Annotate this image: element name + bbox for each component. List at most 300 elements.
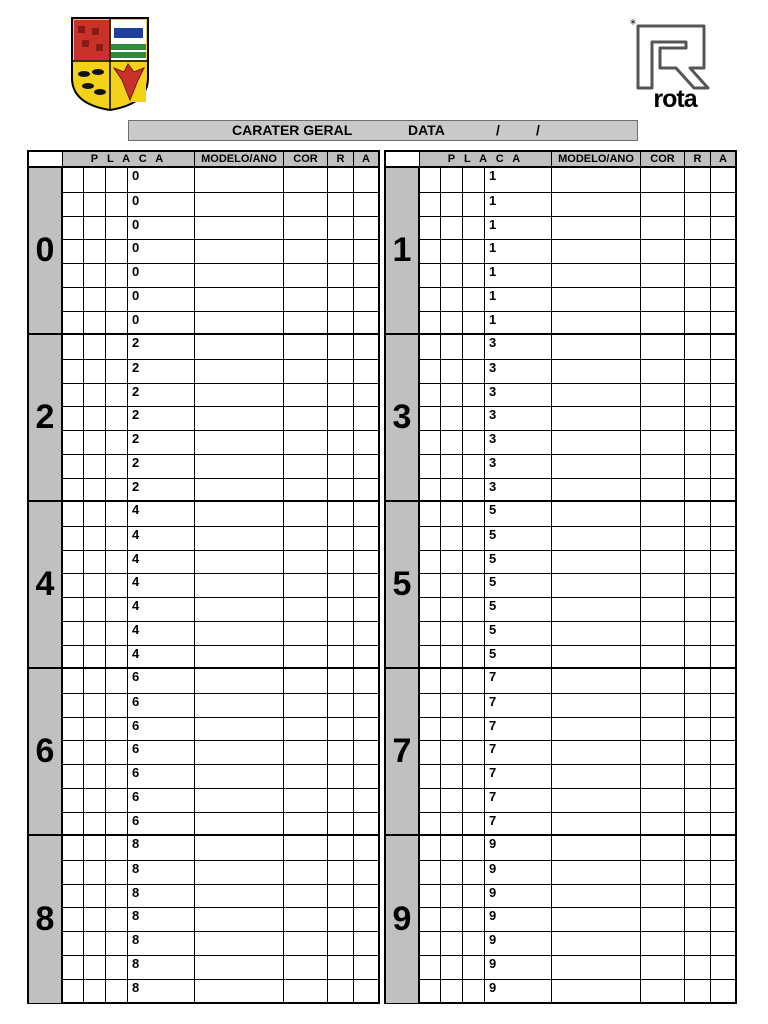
a-cell[interactable]	[711, 455, 735, 478]
plate-char-cell[interactable]	[463, 789, 485, 812]
plate-char-cell[interactable]	[106, 384, 128, 407]
r-cell[interactable]	[685, 669, 711, 693]
plate-char-cell[interactable]	[463, 836, 485, 860]
r-cell[interactable]	[685, 431, 711, 454]
plate-char-cell[interactable]	[106, 932, 128, 955]
r-cell[interactable]	[685, 789, 711, 812]
plate-char-cell[interactable]	[84, 407, 106, 430]
a-cell[interactable]	[711, 861, 735, 884]
plate-char-cell[interactable]	[420, 502, 441, 526]
a-cell[interactable]	[354, 240, 378, 263]
plate-char-cell[interactable]	[441, 360, 463, 383]
plate-char-cell[interactable]	[441, 217, 463, 240]
cor-cell[interactable]	[284, 407, 328, 430]
plate-char-cell[interactable]	[441, 836, 463, 860]
modelo-ano-cell[interactable]	[195, 384, 284, 407]
cor-cell[interactable]	[641, 217, 685, 240]
a-cell[interactable]	[354, 622, 378, 645]
a-cell[interactable]	[711, 956, 735, 979]
plate-char-cell[interactable]	[84, 479, 106, 502]
plate-char-cell[interactable]	[84, 646, 106, 669]
a-cell[interactable]	[711, 932, 735, 955]
cor-cell[interactable]	[641, 574, 685, 597]
modelo-ano-cell[interactable]	[195, 908, 284, 931]
plate-char-cell[interactable]	[441, 168, 463, 192]
plate-char-cell[interactable]	[463, 574, 485, 597]
modelo-ano-cell[interactable]	[552, 813, 641, 836]
plate-char-cell[interactable]	[63, 980, 84, 1003]
a-cell[interactable]	[711, 288, 735, 311]
r-cell[interactable]	[328, 741, 354, 764]
modelo-ano-cell[interactable]	[195, 956, 284, 979]
a-cell[interactable]	[354, 908, 378, 931]
a-cell[interactable]	[354, 455, 378, 478]
plate-char-cell[interactable]	[106, 694, 128, 717]
plate-char-cell[interactable]	[63, 574, 84, 597]
a-cell[interactable]	[354, 407, 378, 430]
r-cell[interactable]	[328, 885, 354, 908]
a-cell[interactable]	[711, 598, 735, 621]
plate-char-cell[interactable]	[420, 479, 441, 502]
plate-char-cell[interactable]	[106, 765, 128, 788]
plate-char-cell[interactable]	[63, 765, 84, 788]
cor-cell[interactable]	[284, 502, 328, 526]
plate-char-cell[interactable]	[441, 407, 463, 430]
plate-char-cell[interactable]	[441, 574, 463, 597]
plate-char-cell[interactable]	[463, 646, 485, 669]
a-cell[interactable]	[711, 574, 735, 597]
plate-char-cell[interactable]	[84, 980, 106, 1003]
modelo-ano-cell[interactable]	[195, 765, 284, 788]
plate-char-cell[interactable]	[63, 360, 84, 383]
a-cell[interactable]	[711, 813, 735, 836]
cor-cell[interactable]	[284, 240, 328, 263]
cor-cell[interactable]	[641, 335, 685, 359]
a-cell[interactable]	[711, 885, 735, 908]
plate-char-cell[interactable]	[106, 836, 128, 860]
plate-char-cell[interactable]	[106, 741, 128, 764]
modelo-ano-cell[interactable]	[552, 168, 641, 192]
modelo-ano-cell[interactable]	[552, 527, 641, 550]
a-cell[interactable]	[354, 217, 378, 240]
a-cell[interactable]	[711, 384, 735, 407]
a-cell[interactable]	[354, 956, 378, 979]
plate-char-cell[interactable]	[63, 646, 84, 669]
plate-char-cell[interactable]	[420, 264, 441, 287]
plate-char-cell[interactable]	[84, 718, 106, 741]
r-cell[interactable]	[328, 813, 354, 836]
a-cell[interactable]	[711, 264, 735, 287]
cor-cell[interactable]	[641, 718, 685, 741]
plate-char-cell[interactable]	[441, 312, 463, 335]
a-cell[interactable]	[711, 718, 735, 741]
plate-char-cell[interactable]	[441, 932, 463, 955]
cor-cell[interactable]	[284, 479, 328, 502]
plate-char-cell[interactable]	[63, 193, 84, 216]
cor-cell[interactable]	[641, 980, 685, 1003]
a-cell[interactable]	[354, 193, 378, 216]
plate-char-cell[interactable]	[63, 551, 84, 574]
plate-char-cell[interactable]	[84, 527, 106, 550]
plate-char-cell[interactable]	[420, 551, 441, 574]
r-cell[interactable]	[328, 407, 354, 430]
a-cell[interactable]	[354, 932, 378, 955]
r-cell[interactable]	[328, 669, 354, 693]
plate-char-cell[interactable]	[106, 646, 128, 669]
a-cell[interactable]	[711, 407, 735, 430]
a-cell[interactable]	[354, 384, 378, 407]
plate-char-cell[interactable]	[84, 168, 106, 192]
a-cell[interactable]	[711, 741, 735, 764]
cor-cell[interactable]	[284, 527, 328, 550]
a-cell[interactable]	[354, 861, 378, 884]
plate-char-cell[interactable]	[441, 264, 463, 287]
modelo-ano-cell[interactable]	[195, 718, 284, 741]
modelo-ano-cell[interactable]	[195, 551, 284, 574]
a-cell[interactable]	[354, 168, 378, 192]
plate-char-cell[interactable]	[84, 574, 106, 597]
plate-char-cell[interactable]	[441, 622, 463, 645]
modelo-ano-cell[interactable]	[552, 669, 641, 693]
plate-char-cell[interactable]	[420, 168, 441, 192]
plate-char-cell[interactable]	[441, 598, 463, 621]
plate-char-cell[interactable]	[441, 765, 463, 788]
cor-cell[interactable]	[641, 885, 685, 908]
plate-char-cell[interactable]	[63, 598, 84, 621]
plate-char-cell[interactable]	[463, 217, 485, 240]
a-cell[interactable]	[354, 598, 378, 621]
r-cell[interactable]	[328, 646, 354, 669]
plate-char-cell[interactable]	[463, 335, 485, 359]
cor-cell[interactable]	[641, 622, 685, 645]
plate-char-cell[interactable]	[106, 622, 128, 645]
a-cell[interactable]	[354, 574, 378, 597]
cor-cell[interactable]	[641, 765, 685, 788]
plate-char-cell[interactable]	[63, 813, 84, 836]
a-cell[interactable]	[711, 193, 735, 216]
r-cell[interactable]	[685, 885, 711, 908]
plate-char-cell[interactable]	[420, 455, 441, 478]
modelo-ano-cell[interactable]	[195, 288, 284, 311]
r-cell[interactable]	[685, 836, 711, 860]
plate-char-cell[interactable]	[463, 431, 485, 454]
plate-char-cell[interactable]	[420, 217, 441, 240]
cor-cell[interactable]	[641, 360, 685, 383]
a-cell[interactable]	[354, 312, 378, 335]
cor-cell[interactable]	[284, 384, 328, 407]
plate-char-cell[interactable]	[420, 431, 441, 454]
r-cell[interactable]	[328, 622, 354, 645]
a-cell[interactable]	[354, 741, 378, 764]
plate-char-cell[interactable]	[84, 360, 106, 383]
a-cell[interactable]	[354, 718, 378, 741]
r-cell[interactable]	[328, 384, 354, 407]
r-cell[interactable]	[328, 479, 354, 502]
plate-char-cell[interactable]	[463, 384, 485, 407]
plate-char-cell[interactable]	[441, 335, 463, 359]
plate-char-cell[interactable]	[463, 669, 485, 693]
plate-char-cell[interactable]	[106, 240, 128, 263]
modelo-ano-cell[interactable]	[552, 502, 641, 526]
modelo-ano-cell[interactable]	[552, 455, 641, 478]
plate-char-cell[interactable]	[420, 240, 441, 263]
modelo-ano-cell[interactable]	[195, 789, 284, 812]
a-cell[interactable]	[354, 885, 378, 908]
r-cell[interactable]	[328, 312, 354, 335]
r-cell[interactable]	[328, 193, 354, 216]
r-cell[interactable]	[328, 288, 354, 311]
cor-cell[interactable]	[284, 765, 328, 788]
r-cell[interactable]	[685, 765, 711, 788]
plate-char-cell[interactable]	[463, 694, 485, 717]
modelo-ano-cell[interactable]	[195, 694, 284, 717]
modelo-ano-cell[interactable]	[552, 622, 641, 645]
a-cell[interactable]	[711, 765, 735, 788]
r-cell[interactable]	[328, 217, 354, 240]
modelo-ano-cell[interactable]	[552, 718, 641, 741]
a-cell[interactable]	[354, 551, 378, 574]
modelo-ano-cell[interactable]	[195, 217, 284, 240]
r-cell[interactable]	[328, 718, 354, 741]
plate-char-cell[interactable]	[420, 765, 441, 788]
modelo-ano-cell[interactable]	[552, 407, 641, 430]
plate-char-cell[interactable]	[463, 908, 485, 931]
modelo-ano-cell[interactable]	[552, 932, 641, 955]
plate-char-cell[interactable]	[84, 956, 106, 979]
r-cell[interactable]	[685, 718, 711, 741]
plate-char-cell[interactable]	[420, 932, 441, 955]
plate-char-cell[interactable]	[84, 335, 106, 359]
modelo-ano-cell[interactable]	[195, 168, 284, 192]
modelo-ano-cell[interactable]	[552, 836, 641, 860]
plate-char-cell[interactable]	[420, 718, 441, 741]
plate-char-cell[interactable]	[441, 502, 463, 526]
cor-cell[interactable]	[284, 669, 328, 693]
plate-char-cell[interactable]	[84, 669, 106, 693]
r-cell[interactable]	[685, 455, 711, 478]
plate-char-cell[interactable]	[463, 813, 485, 836]
plate-char-cell[interactable]	[420, 646, 441, 669]
plate-char-cell[interactable]	[441, 885, 463, 908]
plate-char-cell[interactable]	[441, 908, 463, 931]
plate-char-cell[interactable]	[106, 312, 128, 335]
modelo-ano-cell[interactable]	[195, 741, 284, 764]
plate-char-cell[interactable]	[63, 956, 84, 979]
cor-cell[interactable]	[641, 312, 685, 335]
plate-char-cell[interactable]	[463, 932, 485, 955]
cor-cell[interactable]	[641, 407, 685, 430]
plate-char-cell[interactable]	[63, 384, 84, 407]
cor-cell[interactable]	[641, 861, 685, 884]
r-cell[interactable]	[328, 431, 354, 454]
plate-char-cell[interactable]	[84, 502, 106, 526]
modelo-ano-cell[interactable]	[195, 861, 284, 884]
plate-char-cell[interactable]	[463, 240, 485, 263]
plate-char-cell[interactable]	[420, 288, 441, 311]
a-cell[interactable]	[711, 360, 735, 383]
r-cell[interactable]	[685, 407, 711, 430]
a-cell[interactable]	[354, 646, 378, 669]
r-cell[interactable]	[328, 455, 354, 478]
modelo-ano-cell[interactable]	[195, 574, 284, 597]
plate-char-cell[interactable]	[420, 598, 441, 621]
cor-cell[interactable]	[284, 646, 328, 669]
plate-char-cell[interactable]	[106, 407, 128, 430]
plate-char-cell[interactable]	[106, 479, 128, 502]
cor-cell[interactable]	[284, 885, 328, 908]
cor-cell[interactable]	[641, 527, 685, 550]
plate-char-cell[interactable]	[63, 431, 84, 454]
plate-char-cell[interactable]	[63, 407, 84, 430]
plate-char-cell[interactable]	[420, 836, 441, 860]
plate-char-cell[interactable]	[420, 622, 441, 645]
plate-char-cell[interactable]	[106, 193, 128, 216]
plate-char-cell[interactable]	[106, 956, 128, 979]
a-cell[interactable]	[354, 502, 378, 526]
plate-char-cell[interactable]	[463, 765, 485, 788]
plate-char-cell[interactable]	[84, 622, 106, 645]
cor-cell[interactable]	[284, 360, 328, 383]
cor-cell[interactable]	[284, 217, 328, 240]
plate-char-cell[interactable]	[84, 885, 106, 908]
modelo-ano-cell[interactable]	[195, 836, 284, 860]
r-cell[interactable]	[328, 360, 354, 383]
plate-char-cell[interactable]	[420, 312, 441, 335]
plate-char-cell[interactable]	[84, 861, 106, 884]
plate-char-cell[interactable]	[84, 551, 106, 574]
a-cell[interactable]	[354, 479, 378, 502]
cor-cell[interactable]	[641, 193, 685, 216]
r-cell[interactable]	[328, 980, 354, 1003]
r-cell[interactable]	[685, 335, 711, 359]
modelo-ano-cell[interactable]	[195, 813, 284, 836]
cor-cell[interactable]	[641, 455, 685, 478]
r-cell[interactable]	[685, 741, 711, 764]
plate-char-cell[interactable]	[441, 193, 463, 216]
modelo-ano-cell[interactable]	[552, 288, 641, 311]
cor-cell[interactable]	[284, 836, 328, 860]
plate-char-cell[interactable]	[441, 669, 463, 693]
plate-char-cell[interactable]	[84, 384, 106, 407]
cor-cell[interactable]	[641, 741, 685, 764]
plate-char-cell[interactable]	[463, 455, 485, 478]
plate-char-cell[interactable]	[441, 455, 463, 478]
plate-char-cell[interactable]	[63, 694, 84, 717]
modelo-ano-cell[interactable]	[552, 217, 641, 240]
plate-char-cell[interactable]	[420, 813, 441, 836]
cor-cell[interactable]	[641, 813, 685, 836]
plate-char-cell[interactable]	[84, 765, 106, 788]
cor-cell[interactable]	[284, 861, 328, 884]
cor-cell[interactable]	[641, 908, 685, 931]
plate-char-cell[interactable]	[420, 861, 441, 884]
modelo-ano-cell[interactable]	[552, 431, 641, 454]
r-cell[interactable]	[685, 551, 711, 574]
modelo-ano-cell[interactable]	[195, 932, 284, 955]
modelo-ano-cell[interactable]	[195, 598, 284, 621]
cor-cell[interactable]	[284, 908, 328, 931]
plate-char-cell[interactable]	[463, 622, 485, 645]
modelo-ano-cell[interactable]	[195, 980, 284, 1003]
plate-char-cell[interactable]	[441, 861, 463, 884]
a-cell[interactable]	[711, 669, 735, 693]
plate-char-cell[interactable]	[106, 217, 128, 240]
plate-char-cell[interactable]	[84, 288, 106, 311]
modelo-ano-cell[interactable]	[195, 885, 284, 908]
plate-char-cell[interactable]	[106, 980, 128, 1003]
a-cell[interactable]	[354, 789, 378, 812]
a-cell[interactable]	[711, 908, 735, 931]
modelo-ano-cell[interactable]	[195, 264, 284, 287]
a-cell[interactable]	[711, 312, 735, 335]
plate-char-cell[interactable]	[441, 527, 463, 550]
r-cell[interactable]	[328, 789, 354, 812]
plate-char-cell[interactable]	[63, 217, 84, 240]
cor-cell[interactable]	[641, 288, 685, 311]
cor-cell[interactable]	[641, 836, 685, 860]
plate-char-cell[interactable]	[63, 335, 84, 359]
a-cell[interactable]	[354, 836, 378, 860]
r-cell[interactable]	[328, 527, 354, 550]
plate-char-cell[interactable]	[106, 288, 128, 311]
cor-cell[interactable]	[284, 551, 328, 574]
modelo-ano-cell[interactable]	[552, 360, 641, 383]
r-cell[interactable]	[328, 240, 354, 263]
a-cell[interactable]	[354, 431, 378, 454]
modelo-ano-cell[interactable]	[552, 598, 641, 621]
cor-cell[interactable]	[284, 312, 328, 335]
plate-char-cell[interactable]	[441, 431, 463, 454]
plate-char-cell[interactable]	[463, 264, 485, 287]
cor-cell[interactable]	[284, 622, 328, 645]
r-cell[interactable]	[328, 908, 354, 931]
modelo-ano-cell[interactable]	[552, 980, 641, 1003]
cor-cell[interactable]	[284, 193, 328, 216]
modelo-ano-cell[interactable]	[195, 669, 284, 693]
plate-char-cell[interactable]	[463, 980, 485, 1003]
modelo-ano-cell[interactable]	[195, 335, 284, 359]
a-cell[interactable]	[711, 479, 735, 502]
plate-char-cell[interactable]	[420, 193, 441, 216]
modelo-ano-cell[interactable]	[195, 360, 284, 383]
plate-char-cell[interactable]	[84, 193, 106, 216]
cor-cell[interactable]	[641, 789, 685, 812]
plate-char-cell[interactable]	[463, 479, 485, 502]
plate-char-cell[interactable]	[63, 861, 84, 884]
plate-char-cell[interactable]	[63, 932, 84, 955]
plate-char-cell[interactable]	[84, 264, 106, 287]
a-cell[interactable]	[354, 264, 378, 287]
plate-char-cell[interactable]	[420, 789, 441, 812]
r-cell[interactable]	[328, 956, 354, 979]
cor-cell[interactable]	[284, 574, 328, 597]
modelo-ano-cell[interactable]	[552, 956, 641, 979]
plate-char-cell[interactable]	[63, 622, 84, 645]
modelo-ano-cell[interactable]	[195, 455, 284, 478]
a-cell[interactable]	[711, 622, 735, 645]
modelo-ano-cell[interactable]	[552, 861, 641, 884]
plate-char-cell[interactable]	[463, 407, 485, 430]
cor-cell[interactable]	[641, 598, 685, 621]
modelo-ano-cell[interactable]	[552, 193, 641, 216]
a-cell[interactable]	[354, 669, 378, 693]
plate-char-cell[interactable]	[463, 288, 485, 311]
plate-char-cell[interactable]	[463, 861, 485, 884]
cor-cell[interactable]	[641, 384, 685, 407]
a-cell[interactable]	[354, 360, 378, 383]
plate-char-cell[interactable]	[106, 789, 128, 812]
r-cell[interactable]	[685, 312, 711, 335]
